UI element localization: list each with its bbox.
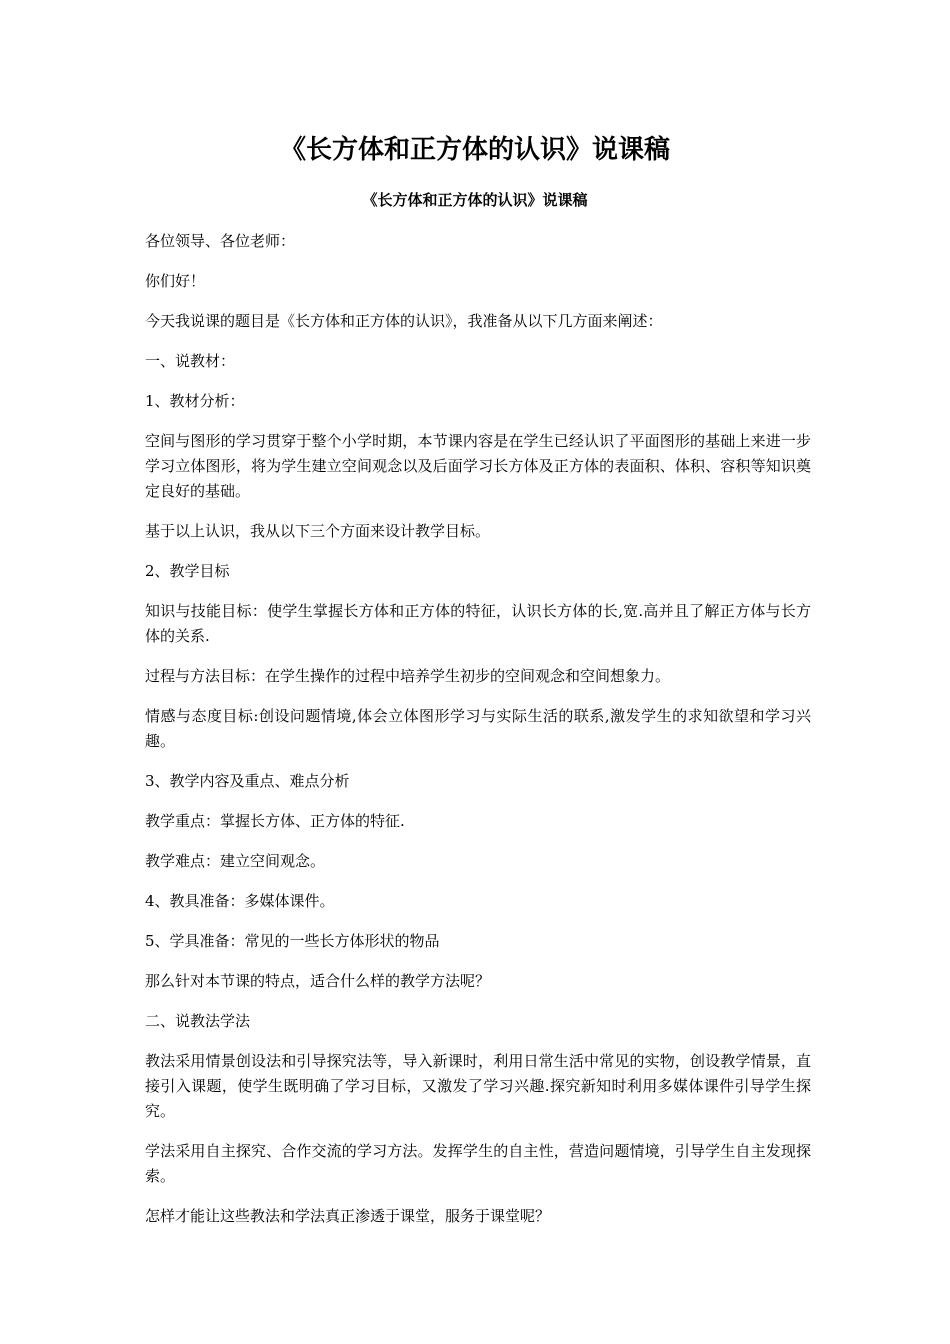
paragraph-teaching-aids: 4、教具准备：多媒体课件。 xyxy=(145,892,335,910)
paragraph-difficult-points: 教学难点：建立空间观念。 xyxy=(145,852,326,870)
paragraph-hello: 你们好！ xyxy=(145,272,206,290)
paragraph-method-question: 那么针对本节课的特点，适合什么样的教学方法呢？ xyxy=(145,972,491,990)
paragraph-process-objective: 过程与方法目标：在学生操作的过程中培养学生初步的空间观念和空间想象力。 xyxy=(145,667,671,685)
section-heading-methods: 二、说教法学法 xyxy=(145,1012,251,1030)
paragraph-learning-method: 学法采用自主探究、合作交流的学习方法。发挥学生的自主性，营造问题情境，引导学生自主发现探索。 xyxy=(145,1142,811,1185)
paragraph-emotion-objective: 情感与态度目标:创设问题情境,体会立体图形学习与实际生活的联系,激发学生的求知欲望和学习兴趣。 xyxy=(145,707,811,750)
document-body xyxy=(145,229,811,1244)
subheading-teaching-objectives: 2、教学目标 xyxy=(145,562,230,580)
subheading-textbook-analysis: 1、教材分析： xyxy=(145,392,245,410)
paragraph-textbook-analysis: 空间与图形的学习贯穿于整个小学时期，本节课内容是在学生已经认识了平面图形的基础上来进一步学习立体图形，将为学生建立空间观念以及后面学习长方体及正方体的表面积、体积、容积等知识奠定良好的基础。 xyxy=(145,432,811,500)
document-subtitle: 《长方体和正方体的认识》说课稿 xyxy=(362,191,588,209)
paragraph-greeting: 各位领导、各位老师： xyxy=(145,232,296,250)
paragraph-intro: 今天我说课的题目是《长方体和正方体的认识》，我准备从以下几方面来阐述： xyxy=(145,312,663,330)
paragraph-objective-basis: 基于以上认识，我从以下三个方面来设计教学目标。 xyxy=(145,522,491,540)
paragraph-closing-question: 怎样才能让这些教法和学法真正渗透于课堂，服务于课堂呢？ xyxy=(145,1207,551,1225)
paragraph-learning-aids: 5、学具准备：常见的一些长方体形状的物品 xyxy=(145,932,440,950)
paragraph-knowledge-objective: 知识与技能目标：使学生掌握长方体和正方体的特征，认识长方体的长,宽.高并且了解正方体与长方体的关系. xyxy=(145,602,811,645)
paragraph-key-points: 教学重点：掌握长方体、正方体的特征. xyxy=(145,812,405,830)
subheading-content-analysis: 3、教学内容及重点、难点分析 xyxy=(145,772,350,790)
paragraph-teaching-method: 教法采用情景创设法和引导探究法等，导入新课时，利用日常生活中常见的实物，创设教学情景，直接引入课题，使学生既明确了学习目标，又激发了学习兴趣.探究新知时利用多媒体课件引导学生探究。 xyxy=(145,1052,811,1120)
document-title: 《长方体和正方体的认识》说课稿 xyxy=(279,135,670,165)
section-heading-textbook: 一、说教材： xyxy=(145,352,236,370)
